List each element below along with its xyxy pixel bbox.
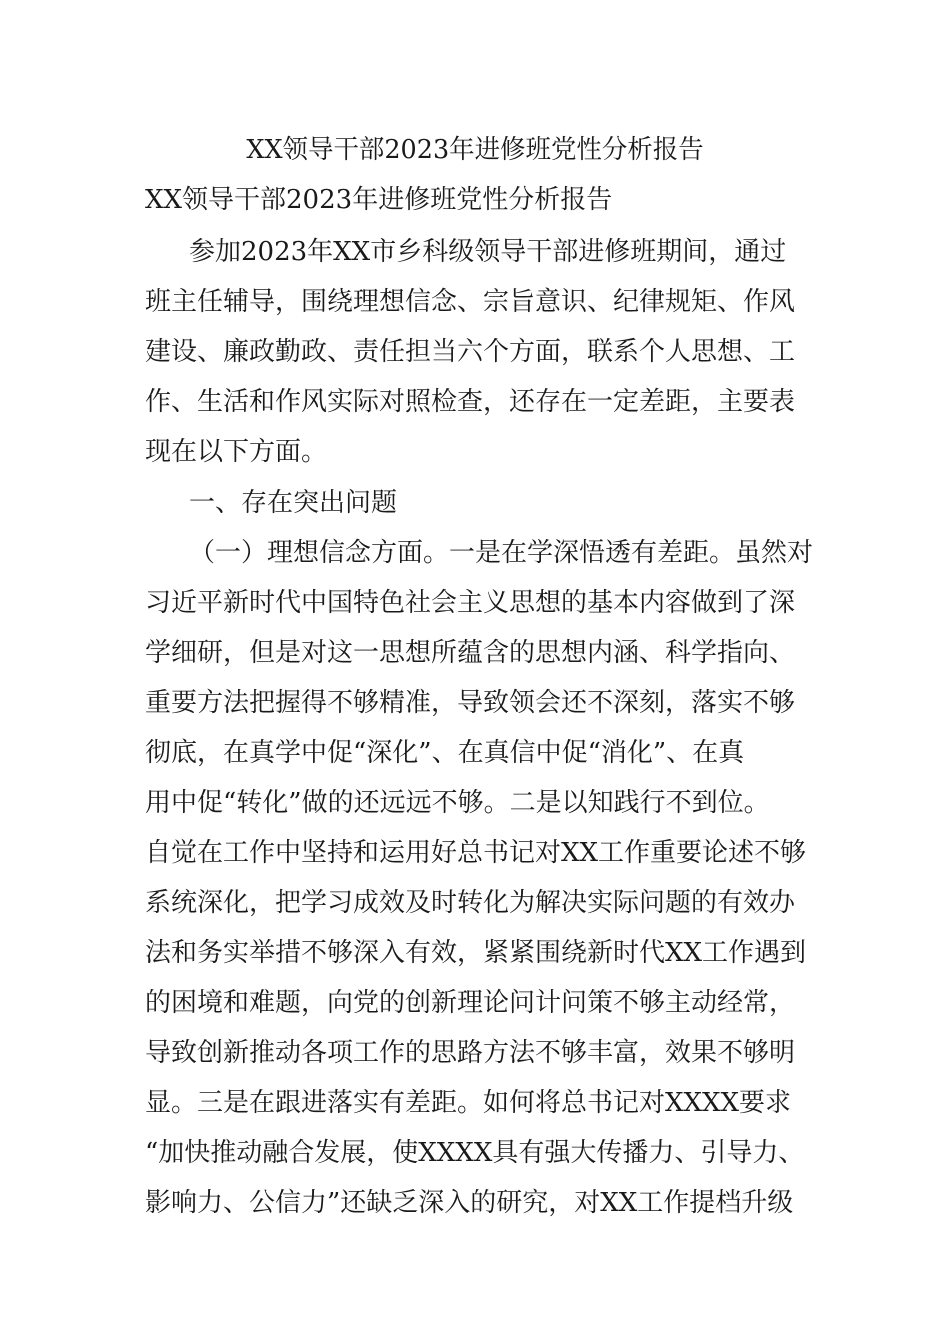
section-heading: 一、存在突出问题 (189, 488, 398, 518)
text-line: 的困境和难题，向党的创新理论问计问策不够主动经常， (145, 988, 796, 1018)
text-line: “加快推动融合发展，使XXXX具有强大传播力、引导力、 (145, 1138, 805, 1168)
text-line: 参加2023年XX市乡科级领导干部进修班期间，通过 (189, 237, 787, 267)
text-line: （一）理想信念方面。一是在学深悟透有差距。虽然对 (189, 538, 814, 568)
text-line: 重要方法把握得不够精准，导致领会还不深刻，落实不够 (145, 688, 796, 718)
text-line: 学细研，但是对这一思想所蕴含的思想内涵、科学指向、 (145, 638, 796, 668)
text-line: 法和务实举措不够深入有效，紧紧围绕新时代XX工作遇到 (145, 938, 807, 968)
document-title: XX领导干部2023年进修班党性分析报告 (246, 135, 704, 165)
document-subtitle: XX领导干部2023年进修班党性分析报告 (145, 185, 613, 215)
text-line: 显。三是在跟进落实有差距。如何将总书记对XXXX要求 (145, 1088, 792, 1118)
text-line: 系统深化，把学习成效及时转化为解决实际问题的有效办 (145, 888, 796, 918)
text-line: 彻底，在真学中促“深化”、在真信中促“消化”、在真 (145, 738, 745, 768)
text-line: 导致创新推动各项工作的思路方法不够丰富，效果不够明 (145, 1038, 796, 1068)
text-line: 现在以下方面。 (145, 437, 328, 467)
text-line: 影响力、公信力”还缺乏深入的研究，对XX工作提档升级 (145, 1188, 794, 1218)
text-line: 自觉在工作中坚持和运用好总书记对XX工作重要论述不够 (145, 838, 807, 868)
text-line: 习近平新时代中国特色社会主义思想的基本内容做到了深 (145, 588, 796, 618)
text-line: 作、生活和作风实际对照检查，还存在一定差距，主要表 (145, 387, 796, 417)
text-line: 班主任辅导，围绕理想信念、宗旨意识、纪律规矩、作风 (145, 287, 796, 317)
text-line: 建设、廉政勤政、责任担当六个方面，联系个人思想、工 (145, 337, 796, 367)
text-line: 用中促“转化”做的还远远不够。二是以知践行不到位。 (145, 788, 770, 818)
